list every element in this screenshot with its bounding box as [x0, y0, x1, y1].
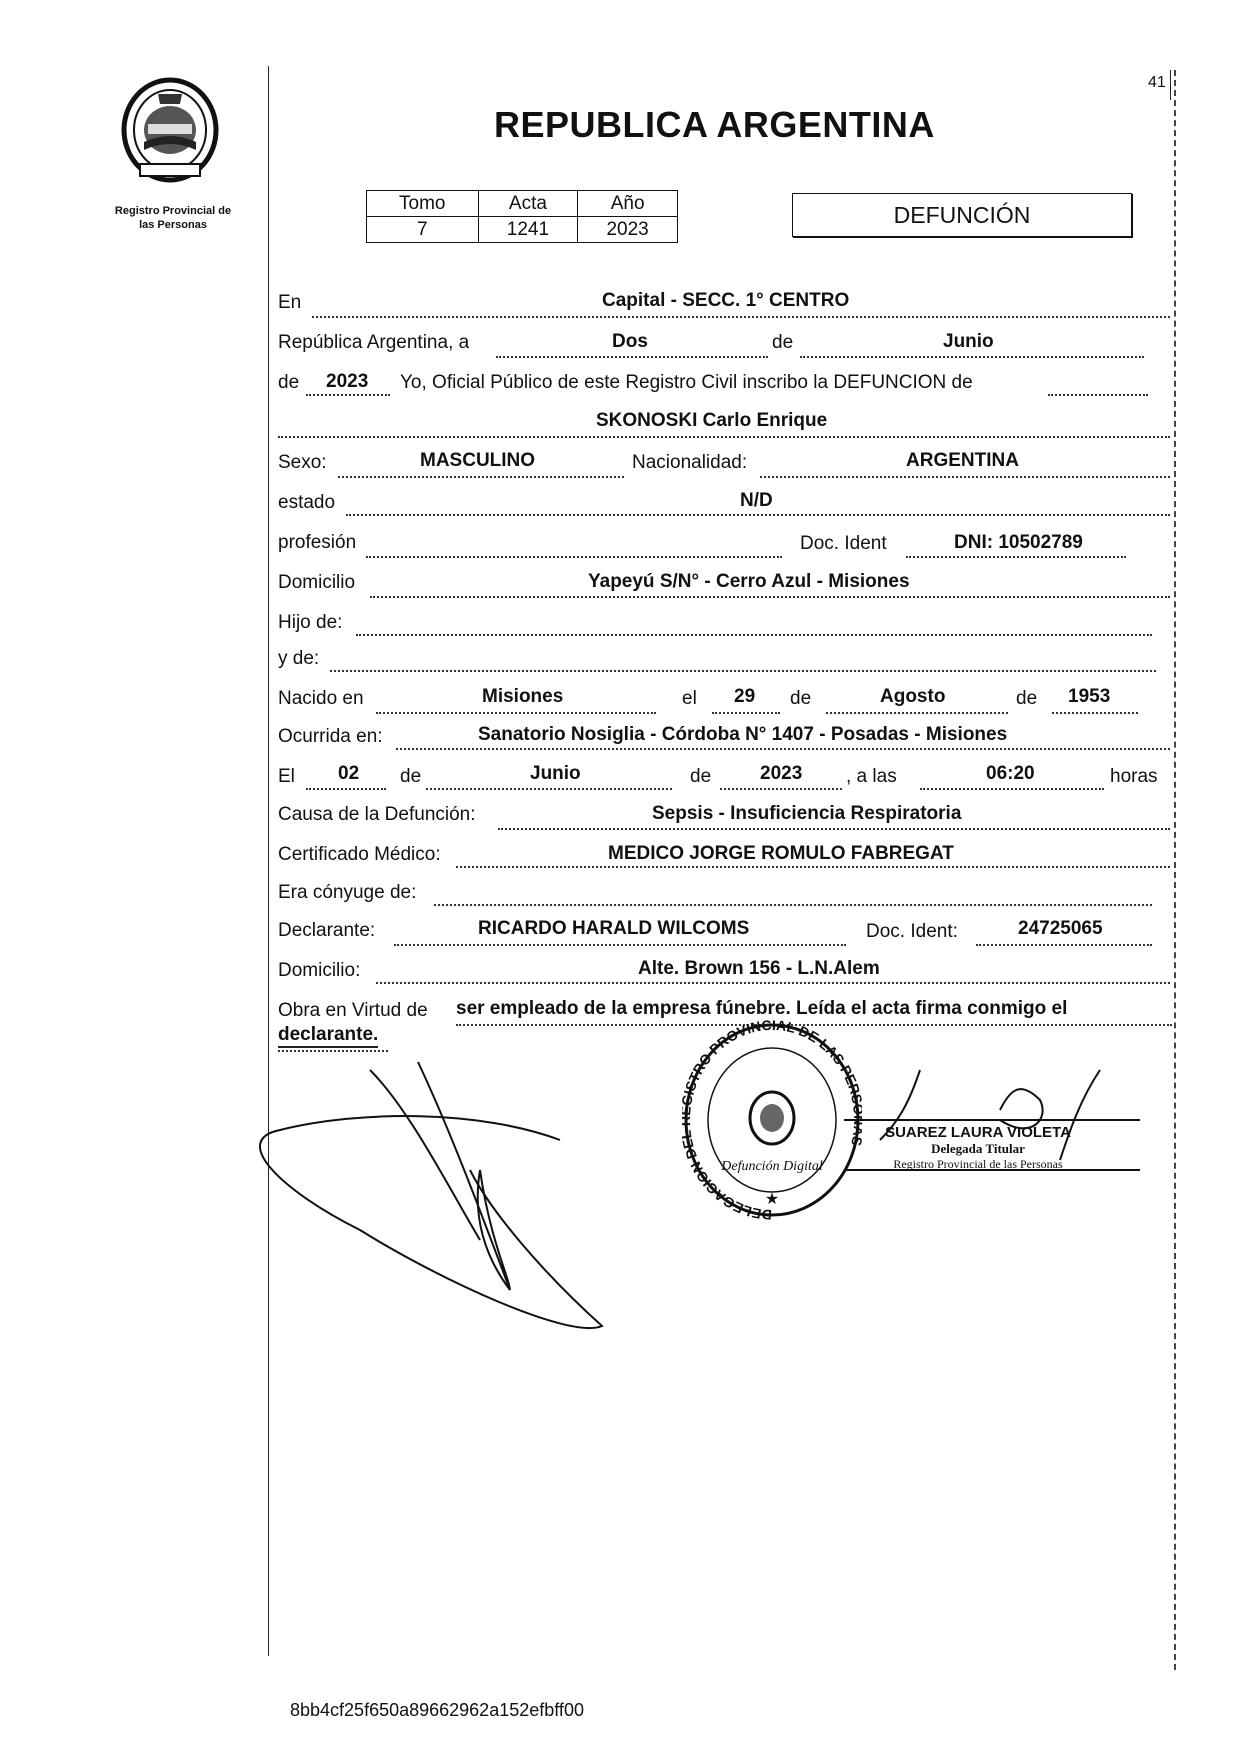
yde-line [330, 670, 1156, 672]
birth-year: 1953 [1068, 686, 1111, 707]
declarante-line [394, 944, 846, 946]
domicilio-label: Domicilio [278, 572, 356, 593]
conyuge-label: Era cónyuge de: [278, 882, 417, 903]
death-month: Junio [530, 763, 581, 784]
yde-label: y de: [278, 648, 320, 669]
left-margin-line [268, 66, 269, 1656]
document-hash: 8bb4cf25f650a89662962a152efbff00 [290, 1700, 584, 1720]
death-day: 02 [338, 763, 360, 784]
profesion-line [366, 556, 782, 558]
birth-day: 29 [734, 686, 756, 707]
official-stamp-icon [682, 1020, 862, 1220]
de-label-5: de [400, 766, 422, 787]
signatory-role: Delegada Titular [931, 1141, 1025, 1156]
domicilio-value: Yapeyú S/N° - Cerro Azul - Misiones [588, 571, 910, 592]
doc-ident-value: DNI: 10502789 [954, 532, 1083, 553]
death-year-line [720, 788, 842, 790]
death-month-line [426, 788, 672, 790]
sexo-label: Sexo: [278, 452, 327, 473]
ocurrida-value: Sanatorio Nosiglia - Córdoba N° 1407 - Posadas - Misiones [478, 724, 1008, 745]
de-label-1: de [772, 332, 794, 353]
ocurrida-line [396, 748, 1170, 750]
hijo-label: Hijo de: [278, 612, 343, 633]
stamp-inner-text: Defunción Digital [721, 1159, 823, 1174]
certificado-line [456, 866, 1170, 868]
nacionalidad-label: Nacionalidad: [632, 452, 748, 473]
estado-line [346, 514, 1170, 516]
declarant-signature-icon [240, 1040, 660, 1340]
certificado-label: Certificado Médico: [278, 844, 441, 865]
svg-text:★: ★ [764, 1189, 780, 1208]
birth-month-line [826, 712, 1008, 714]
conyuge-line [434, 904, 1152, 906]
decl-domicilio-line [376, 982, 1170, 984]
registry-name [98, 204, 248, 232]
birth-day-line [712, 712, 780, 714]
province-seal [118, 72, 222, 184]
signatory-institution: Registro Provincial de las Personas [893, 1157, 1063, 1171]
de-label-6: de [690, 766, 712, 787]
registry-name-line2: las Personas [139, 219, 207, 231]
birth-month: Agosto [880, 686, 946, 707]
el-label: el [682, 688, 697, 709]
deceased-name: SKONOSKI Carlo Enrique [596, 410, 828, 431]
anio-label: Año [578, 191, 678, 217]
nacionalidad-value: ARGENTINA [906, 450, 1019, 471]
estado-value: N/D [740, 490, 773, 511]
republica-label: República Argentina, a [278, 332, 470, 353]
decl-doc-line [976, 944, 1152, 946]
page-number: 41 [1148, 74, 1166, 91]
oficial-line [1048, 394, 1148, 396]
month-value: Junio [943, 331, 994, 352]
death-day-line [306, 788, 386, 790]
right-margin-line-solid [1170, 70, 1171, 100]
record-table [366, 190, 678, 243]
doc-ident-label: Doc. Ident [800, 533, 887, 554]
hijo-line [356, 634, 1152, 636]
causa-label: Causa de la Defunción: [278, 804, 476, 825]
signatory-name: SUAREZ LAURA VIOLETA [885, 1124, 1071, 1141]
page-title: REPUBLICA ARGENTINA [494, 104, 935, 145]
de-label-3: de [790, 688, 812, 709]
ocurrida-label: Ocurrida en: [278, 726, 383, 747]
el-death-label: El [278, 766, 295, 787]
decl-domicilio-label: Domicilio: [278, 960, 361, 981]
decl-doc-value: 24725065 [1018, 918, 1103, 939]
oficial-text: Yo, Oficial Público de este Registro Civil inscribo la DEFUNCION de [400, 372, 973, 393]
obra-text: ser empleado de la empresa fúnebre. Leída el acta firma conmigo el [456, 998, 1068, 1019]
day-value: Dos [612, 331, 648, 352]
day-line [496, 356, 768, 358]
signature-block [848, 1124, 1108, 1172]
profesion-label: profesión [278, 532, 357, 553]
sexo-value: MASCULINO [420, 450, 536, 471]
anio-value: 2023 [578, 217, 678, 243]
death-time-line [920, 788, 1104, 790]
right-margin-line [1174, 70, 1176, 1670]
registry-name-line1: Registro Provincial de [114, 205, 232, 217]
alas-label: , a las [846, 766, 897, 787]
month-line [800, 356, 1144, 358]
nacido-label: Nacido en [278, 688, 364, 709]
causa-line [498, 828, 1170, 830]
declarante-value: RICARDO HARALD WILCOMS [478, 918, 750, 939]
tomo-label: Tomo [367, 191, 479, 217]
en-line [312, 316, 1170, 318]
province-seal-icon [118, 72, 222, 184]
nacionalidad-line [760, 476, 1170, 478]
year-line [306, 394, 390, 396]
obra-prefix: Obra en Virtud de [278, 1000, 428, 1021]
causa-value: Sepsis - Insuficiencia Respiratoria [652, 803, 962, 824]
horas-label: horas [1110, 766, 1158, 787]
declarante-label: Declarante: [278, 920, 376, 941]
year-value: 2023 [326, 371, 369, 392]
doc-ident-line [906, 556, 1126, 558]
birth-year-line [1052, 712, 1138, 714]
acta-value: 1241 [478, 217, 578, 243]
en-value: Capital - SECC. 1° CENTRO [602, 290, 850, 311]
decl-domicilio-value: Alte. Brown 156 - L.N.Alem [638, 958, 880, 979]
de-label-4: de [1016, 688, 1038, 709]
nacido-line [376, 712, 656, 714]
certificado-value: MEDICO JORGE ROMULO FABREGAT [608, 843, 954, 864]
estado-label: estado [278, 492, 336, 513]
decl-doc-label: Doc. Ident: [866, 921, 958, 942]
en-label: En [278, 292, 302, 313]
record-type-box [792, 193, 1132, 237]
official-stamp [682, 1020, 862, 1220]
de-label-2: de [278, 372, 300, 393]
obra-text-2: declarante. [278, 1024, 378, 1048]
name-line [278, 436, 1170, 438]
death-year: 2023 [760, 763, 803, 784]
stamp-ring-text: DELEGACION D ISTRO PROVINCIAL DE LAS PER [682, 1020, 862, 1220]
death-time: 06:20 [986, 763, 1035, 784]
sexo-line [338, 476, 624, 478]
domicilio-line [370, 596, 1170, 598]
record-type: DEFUNCIÓN [893, 202, 1031, 228]
acta-label: Acta [478, 191, 578, 217]
tomo-value: 7 [367, 217, 479, 243]
nacido-value: Misiones [482, 686, 564, 707]
